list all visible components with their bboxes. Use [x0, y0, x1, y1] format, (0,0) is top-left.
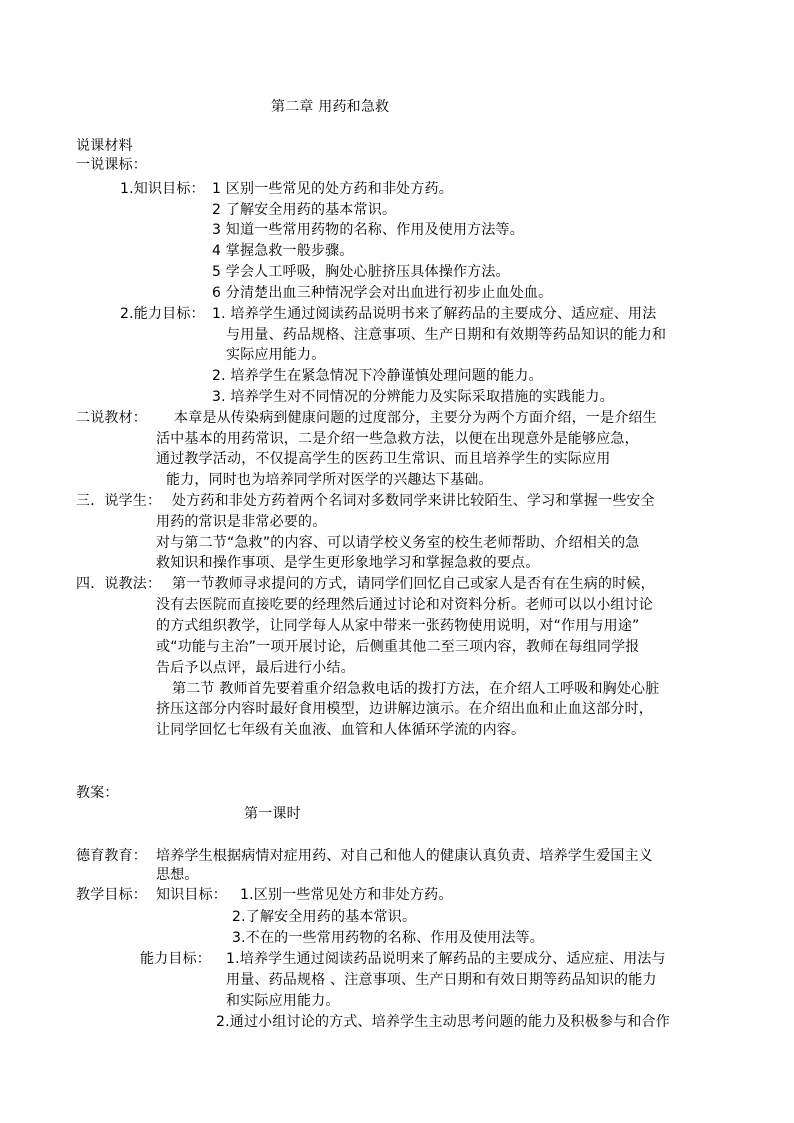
method-line: 告后予以点评，最后进行小结。: [156, 660, 355, 676]
textbook-line: 能力，同时也为培养同学所对医学的兴趣达下基础。: [166, 472, 493, 488]
moral-education-label: 德育教育：: [76, 848, 147, 864]
teaching-goal-label: 教学目标：: [76, 887, 147, 903]
method-line: 没有去医院而直接吃要的经理然后通过讨论和对资料分析。老师可以以小组讨论: [156, 597, 653, 613]
ability-goal-item: 和实际应用能力。: [226, 993, 340, 1009]
knowledge-goal-label: 知识目标：: [156, 887, 227, 903]
ability-goal-item: 实际应用能力。: [226, 347, 326, 363]
subsection-heading: 一说课标：: [76, 157, 147, 173]
ability-goal-item: 2. 培养学生在紧急情况下冷静谨慎处理问题的能力。: [212, 368, 543, 384]
lesson-plan-heading: 教案：: [76, 785, 119, 801]
knowledge-goal-label: 1.知识目标：: [120, 181, 205, 197]
moral-education-line: 思想。: [156, 867, 199, 883]
method-line: 第二节 教师首先要着重介绍急救电话的拨打方法，在介绍人工呼吸和胸处心脏: [172, 681, 660, 697]
knowledge-goal-item: 4 掌握急救一般步骤。: [212, 243, 354, 259]
knowledge-goal-item: 3.不在的一些常用药物的名称、作用及使用法等。: [232, 930, 544, 946]
students-line: 用药的常识是非常必要的。: [156, 514, 327, 530]
knowledge-goal-item: 2 了解安全用药的基本常识。: [212, 202, 397, 218]
textbook-line: 活中基本的用药常识，二是介绍一些急救方法，以便在出现意外是能够应急，: [156, 431, 639, 447]
method-line: 挤压这部分内容时最好食用模型，边讲解边演示。在介绍出血和止血这部分时，: [156, 701, 653, 717]
textbook-line: 本章是从传染病到健康问题的过度部分，主要分为两个方面介绍，一是介绍生: [174, 410, 657, 426]
knowledge-goal-item: 5 学会人工呼吸，胸处心脏挤压具体操作方法。: [212, 264, 510, 280]
method-label: 四．说教法：: [76, 576, 162, 592]
ability-goal-item: 1. 培养学生通过阅读药品说明书来了解药品的主要成分、适应症、用法: [212, 306, 657, 322]
knowledge-goal-item: 3 知道一些常用药物的名称、作用及使用方法等。: [212, 222, 524, 238]
method-line: 或“功能与主治”一项开展讨论，后侧重其他二至三项内容，教师在每组同学报: [156, 639, 640, 655]
lesson-number: 第一课时: [244, 806, 301, 822]
students-label: 三．说学生：: [76, 493, 162, 509]
knowledge-goal-item: 1 区别一些常见的处方药和非处方药。: [212, 181, 453, 197]
students-line: 救知识和操作事项、是学生更形象地学习和掌握急救的要点。: [156, 555, 540, 571]
students-line: 对与第二节“急救”的内容、可以请学校义务室的校生老师帮助、介绍相关的急: [156, 535, 640, 551]
ability-goal-item: 1.培养学生通过阅读药品说明来了解药品的主要成分、适应症、用法与: [226, 951, 666, 967]
ability-goal-label: 2.能力目标：: [120, 306, 205, 322]
knowledge-goal-item: 6 分清楚出血三种情况学会对出血进行初步止血处血。: [212, 285, 553, 301]
ability-goal-item: 用量、药品规格 、注意事项、生产日期和有效日期等药品知识的能力: [226, 972, 657, 988]
textbook-label: 二说教材：: [76, 410, 147, 426]
moral-education-line: 培养学生根据病情对症用药、对自己和他人的健康认真负责、培养学生爱国主义: [156, 848, 653, 864]
knowledge-goal-item: 1.区别一些常见处方和非处方药。: [240, 887, 453, 903]
knowledge-goal-item: 2.了解安全用药的基本常识。: [232, 909, 417, 925]
chapter-title: 第二章 用药和急救: [271, 99, 390, 115]
method-line: 的方式组织教学，让同学每人从家中带来一张药物使用说明，对“作用与用途”: [156, 618, 640, 634]
method-line: 让同学回忆七年级有关血液、血管和人体循环学流的内容。: [156, 722, 526, 738]
ability-goal-item: 2.通过小组讨论的方式、培养学生主动思考问题的能力及积极参与和合作: [216, 1014, 670, 1030]
students-line: 处方药和非处方药着两个名词对多数同学来讲比较陌生、学习和掌握一些安全: [172, 493, 655, 509]
ability-goal-label: 能力目标：: [140, 951, 211, 967]
section-heading: 说课材料: [76, 138, 133, 154]
method-line: 第一节教师寻求提问的方式，请同学们回忆自己或家人是否有在生病的时候，: [172, 576, 655, 592]
ability-goal-item: 3. 培养学生对不同情况的分辨能力及实际采取措施的实践能力。: [212, 389, 614, 405]
ability-goal-item: 与用量、药品规格、注意事项、生产日期和有效期等药品知识的能力和: [226, 327, 667, 343]
textbook-line: 通过教学活动，不仅提高学生的医药卫生常识、而且培养学生的实际应用: [156, 451, 611, 467]
